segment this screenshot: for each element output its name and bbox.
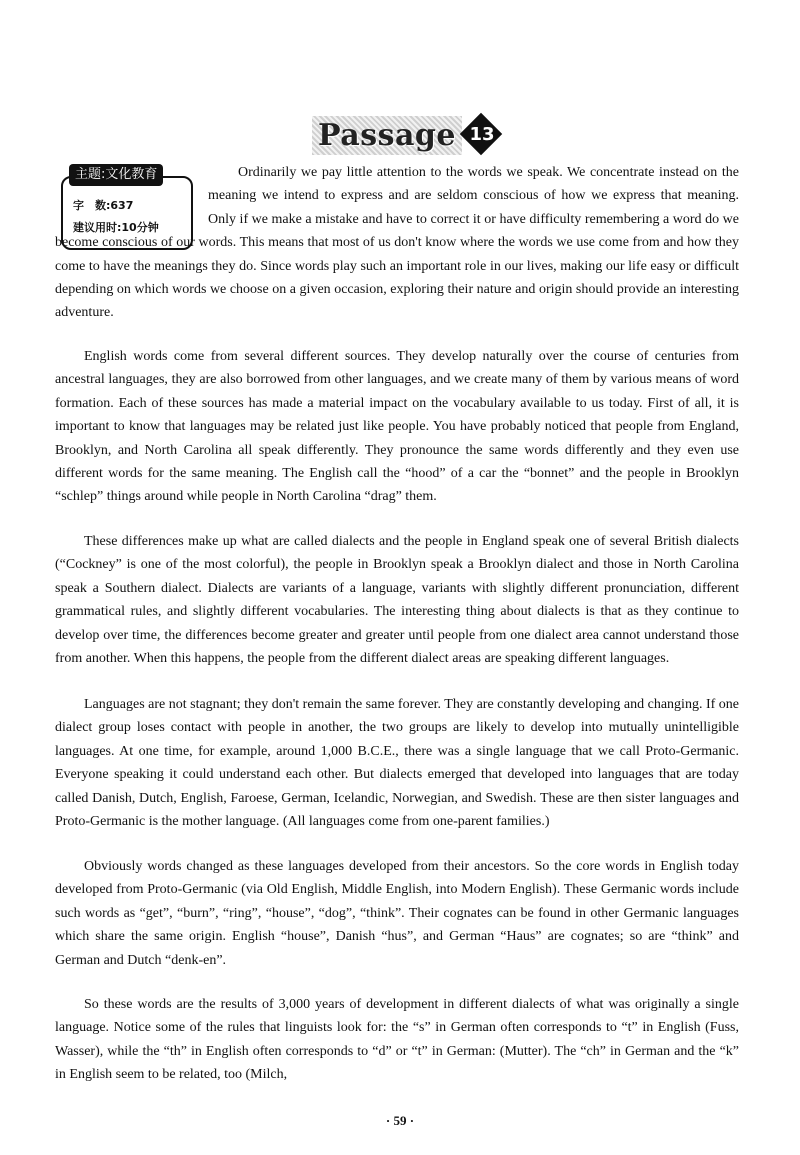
time-value: 10分钟 [121, 221, 159, 234]
word-count-value: 637 [110, 199, 134, 212]
paragraph-2: English words come from several different sources. They develop naturally over the course of centuries from ancestral languages, they are also borrowed from other languages, and we create many of them by various means of word formation. Each of these sources has made a material impact on the vocabulary available to us today. First of all, it is important to know that languages may be related just like people. You have probably noticed that people from England, Brooklyn, and North Carolina all speak differently. They pronounce the same words differently and they even use different words for the same meaning. The English call the “hood” of a car the “bonnet” and the people in Brooklyn “schlep” things around while people in North Carolina “drag” them. [55, 349, 739, 505]
paragraph-1-text: Ordinarily we pay little attention to the words we speak. We concentrate instead on the meaning we intend to express and are seldom conscious of how we express that meaning. Only if we make a mistake and have to correct it or have difficulty remembering a word do we become conscious of our words. This means that most of us don't know where the words we use come from and how they come to have the meanings they do. Since words play such an important role in our lives, making our life easy or difficult depending on which words we choose on a given occasion, exploring their nature and origin should provide an interesting adventure. [55, 165, 739, 321]
word-count-label: 字 数: [73, 199, 111, 212]
passage-number: 13 [469, 124, 495, 145]
paragraph-6: So these words are the results of 3,000 years of development in different dialects of what was originally a single language. Notice some of the rules that linguists look for: the “s” in German often corresponds to “t” in English (Fuss, Wasser), while the “th” in English often corresponds to “d” or “t” in German: (Mutter). The “ch” in German and the “k” in English seem to be related, too (Milch, [55, 997, 739, 1083]
paragraph-1 [55, 161, 739, 325]
topic-tag: 主题:文化教育 [69, 164, 163, 186]
paragraph-5: Obviously words changed as these languages developed from their ancestors. So the core words in English today developed from Proto-Germanic (via Old English, Middle English, into Modern English). These Germanic words include such words as “get”, “burn”, “ring”, “house”, “dog”, “think”. Their cognates can be found in other Germanic languages which share the same origin. English “house”, Danish “hus”, and German “Haus” are cognates; so are “think” and German and Dutch “denk-en”. [55, 859, 739, 968]
paragraph-3: These differences make up what are called dialects and the people in England speak one of several British dialects (“Cockney” is one of the most colorful), the people in Brooklyn speak a Brooklyn dialect and those in North Carolina speak a Southern dialect. Dialects are variants of a language, variants with slightly different pronunciation, different grammatical rules, and slightly different vocabularies. The interesting thing about dialects is that as they continue to develop over time, the differences become greater and greater until people from one dialect area cannot understand those from another. When this happens, the people from the different dialect areas are speaking different languages. [55, 534, 739, 667]
time-label: 建议用时: [73, 221, 122, 234]
passage-number-badge [460, 113, 504, 157]
passage-title: Passage [312, 116, 462, 155]
paragraph-4: Languages are not stagnant; they don't remain the same forever. They are constantly developing and changing. If one dialect group loses contact with people in another, the two groups are likely to develop into mutually unintelligible languages. At one time, for example, around 1,000 B.C.E., there was a single language that we call Proto-Germanic. Everyone speaking it could understand each other. But dialects emerged that developed into languages that are today called Danish, Dutch, English, Faroese, German, Icelandic, Norwegian, and Swedish. These are then sister languages and Proto-Germanic is the mother language. (All languages come from one-parent families.) [55, 697, 739, 830]
passage-heading [312, 112, 504, 158]
info-box-space [55, 161, 208, 231]
page-number: · 59 · [385, 1113, 415, 1128]
